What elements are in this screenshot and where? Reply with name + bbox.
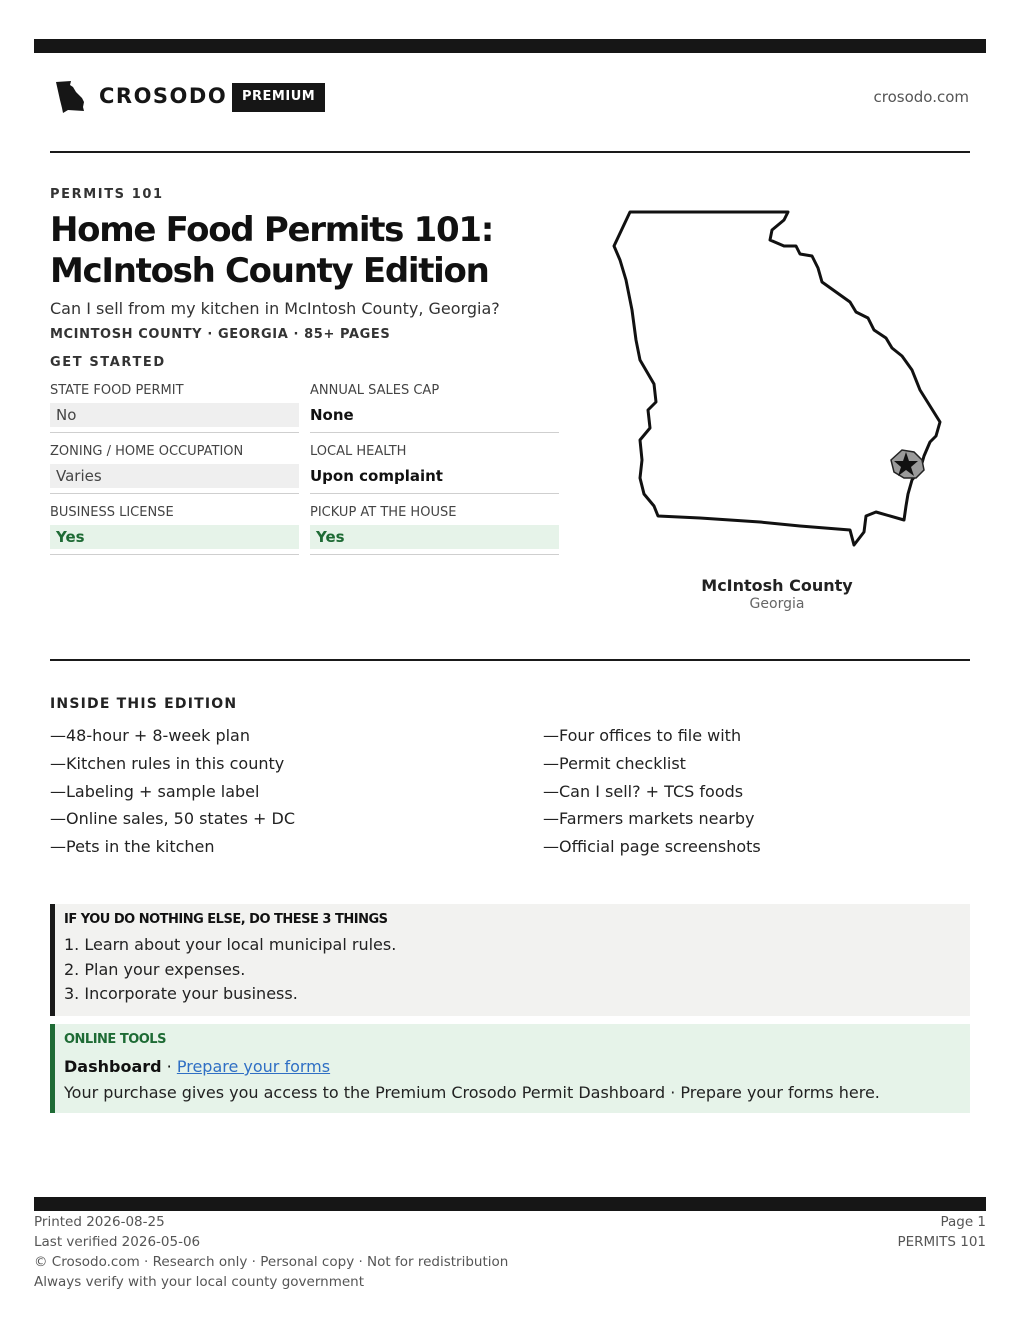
prepare-forms-link[interactable]: Prepare your forms [176,1057,331,1076]
premium-badge: PREMIUM [232,83,325,112]
copyright-notice: © Crosodo.com · Research only · Personal copy · Not for redistribution [34,1254,509,1270]
list-item: —Kitchen rules in this county [50,753,285,773]
list-item: —Online sales, 50 states + DC [50,809,296,829]
site-url[interactable]: crosodo.com [873,88,969,106]
fact-zoning [50,442,299,494]
footer-right [897,1212,986,1252]
fact-pickup-at-house [310,503,559,555]
inside-edition-heading: INSIDE THIS EDITION [50,696,238,712]
edition-meta: MCINTOSH COUNTY · GEORGIA · 85+ PAGES [50,327,391,342]
fact-label: PICKUP AT THE HOUSE [310,505,457,520]
contents-list-left [50,722,295,861]
footer-section: PERMITS 101 [897,1234,986,1250]
verify-note: Always verify with your local county government [34,1274,364,1290]
list-item: —Farmers markets nearby [543,809,755,829]
list-item: —Labeling + sample label [50,781,260,801]
fact-label: ZONING / HOME OCCUPATION [50,444,244,459]
list-item: —Four offices to file with [543,726,742,745]
footer-left [34,1212,508,1292]
fact-value: Yes [310,525,559,549]
last-verified-date: Last verified 2026-05-06 [34,1234,201,1250]
georgia-map-icon [600,200,960,560]
list-item: 2. Plan your expenses. [64,959,246,979]
fact-label: ANNUAL SALES CAP [310,383,440,398]
dashboard-label: Dashboard [64,1057,162,1076]
contents-list-right [543,722,761,861]
map-county-label: McIntosh County [701,576,853,595]
tools-title: ONLINE TOOLS [64,1032,166,1047]
page-title [50,210,570,292]
fact-state-food-permit [50,381,299,433]
list-item: —Can I sell? + TCS foods [543,781,744,801]
fact-value: Varies [50,464,299,488]
fact-local-health [310,442,559,494]
callout-title: IF YOU DO NOTHING ELSE, DO THESE 3 THINGS [64,912,388,927]
georgia-logo-icon [54,80,88,114]
fact-business-license [50,503,299,555]
online-tools-callout [50,1024,970,1113]
section-divider [50,659,970,661]
fact-value: No [50,403,299,427]
list-item: 1. Learn about your local municipal rules. [64,935,397,954]
tools-description: Your purchase gives you access to the Premium Crosodo Permit Dashboard · Prepare your forms here. [64,1083,880,1102]
list-item: 3. Incorporate your business. [64,984,298,1003]
fact-annual-sales-cap [310,381,559,433]
list-item: —Pets in the kitchen [50,837,215,857]
footer-bar [34,1197,986,1211]
tools-dashboard-line [64,1057,330,1076]
fact-value: Yes [50,525,299,549]
top-bar [34,39,986,53]
fact-value: Upon complaint [310,467,443,485]
printed-date: Printed 2026-08-25 [34,1214,165,1230]
get-started-heading: GET STARTED [50,355,166,370]
header-divider [50,151,970,153]
brand-name: CROSODO [99,84,228,108]
title-line-2: McIntosh County Edition [50,251,489,291]
page-number: Page 1 [940,1214,986,1230]
page-subtitle: Can I sell from my kitchen in McIntosh County, Georgia? [50,299,500,318]
callout-list [64,933,396,1007]
list-item: —Permit checklist [543,753,686,773]
separator: · [161,1057,177,1076]
title-line-1: Home Food Permits 101: [50,210,494,250]
three-things-callout [50,904,970,1016]
fact-label: LOCAL HEALTH [310,444,407,459]
list-item: —Official page screenshots [543,837,761,857]
map-state-label: Georgia [749,596,805,612]
list-item: —48-hour + 8-week plan [50,726,250,745]
fact-label: STATE FOOD PERMIT [50,383,184,398]
georgia-state-outline [614,212,940,545]
section-kicker: PERMITS 101 [50,187,164,202]
fact-label: BUSINESS LICENSE [50,505,174,520]
fact-value: None [310,406,354,424]
